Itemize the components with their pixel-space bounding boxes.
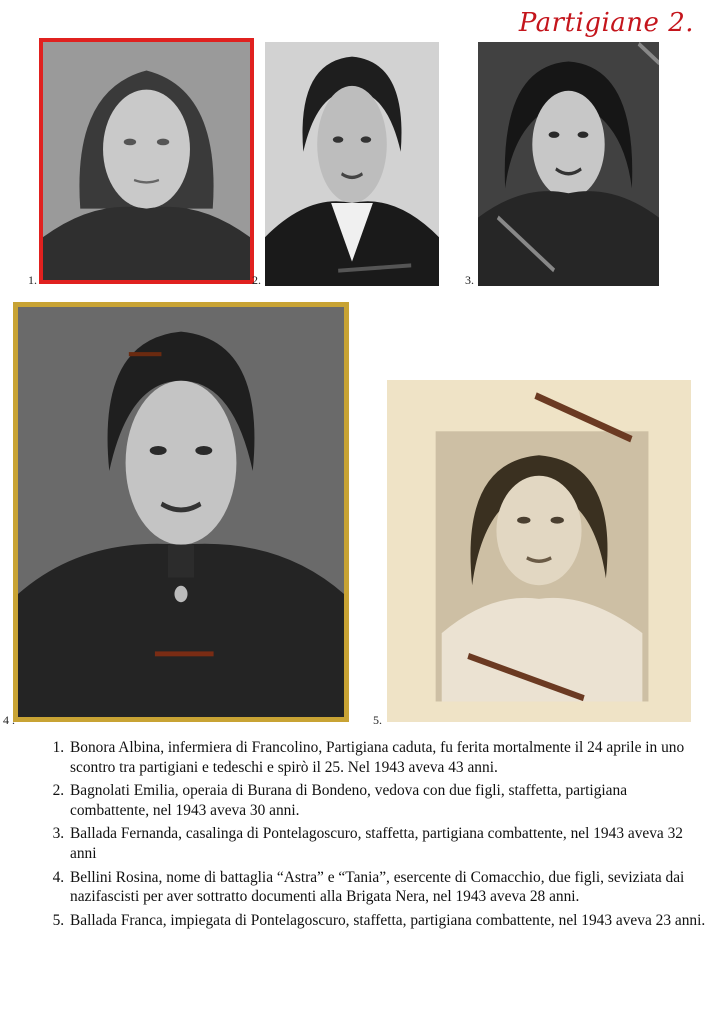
caption-item-4: 4. Bellini Rosina, nome di battaglia “Astra” e “Tania”, esercente di Comacchio, due figli, seviziata dai nazifascisti per aver sottratto documenti alla Brigata Nera, nel 1943 aveva 28 anni. (68, 868, 706, 907)
page-title: Partigiane 2. (518, 8, 694, 38)
photo-number-1: 1. (28, 273, 37, 287)
photo-number-4: 4 . (3, 713, 15, 727)
portrait-photo-2 (265, 42, 439, 286)
photo-number-5: 5. (373, 713, 382, 727)
caption-item-1: 1. Bonora Albina, infermiera di Francolino, Partigiana caduta, fu ferita mortalmente il 24 aprile in uno scontro tra partigiani e tedeschi e spirò il 25. Nel 1943 aveva 43 anni. (68, 738, 706, 777)
photo-number-2: 2. (252, 273, 261, 287)
photo-number-3: 3. (465, 273, 474, 287)
portrait-photo-3 (478, 42, 659, 286)
portrait-image (43, 42, 250, 280)
portrait-photo-5 (387, 380, 691, 722)
portrait-photo-1 (39, 38, 254, 284)
caption-item-3: 3. Ballada Fernanda, casalinga di Pontelagoscuro, staffetta, partigiana combattente, nel 1943 aveva 32 anni (68, 824, 706, 863)
caption-list (26, 738, 706, 934)
caption-item-2: 2. Bagnolati Emilia, operaia di Burana di Bondeno, vedova con due figli, staffetta, partigiana combattente, nel 1943 aveva 30 anni. (68, 781, 706, 820)
portrait-image (478, 42, 659, 286)
portrait-image (18, 307, 344, 717)
portrait-image (265, 42, 439, 286)
caption-item-5: 5. Ballada Franca, impiegata di Pontelagoscuro, staffetta, partigiana combattente, nel 1943 aveva 23 anni. (68, 911, 706, 931)
portrait-image (387, 380, 691, 722)
portrait-photo-4 (13, 302, 349, 722)
